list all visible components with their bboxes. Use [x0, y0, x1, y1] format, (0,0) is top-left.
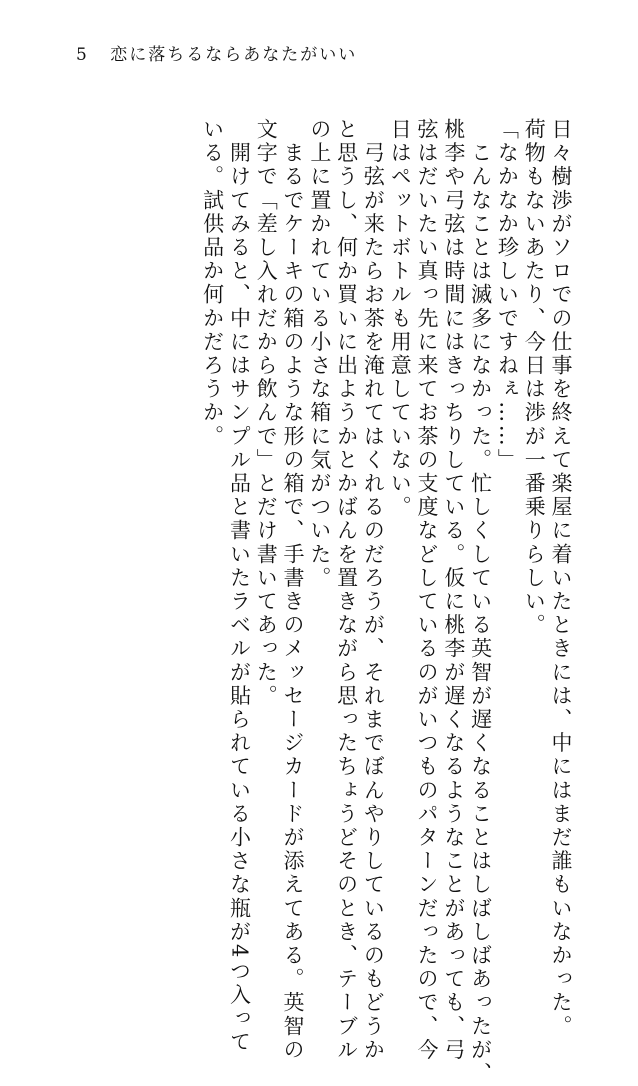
text-line: と思うし、何か買いに出ようかとかばんを置きながら思ったちょうどそのとき、テーブル	[334, 118, 359, 1062]
text-line: いる。試供品か何かだろうか。	[200, 118, 225, 449]
text-line: 開けてみると、中にはサンプル品と書いたラベルが貼られている小さな瓶が4つ入って	[227, 118, 252, 1055]
vertical-body-text	[199, 118, 574, 1086]
text-line: 「なかなか珍しいですねぇ……」	[495, 118, 520, 472]
text-line: 荷物もないあたり、今日は渉が一番乗りらしい。	[522, 118, 547, 638]
page-number: 5	[76, 45, 89, 65]
text-line: 日はペットボトルも用意していない。	[388, 118, 413, 520]
text-line: の上に置かれている小さな箱に気がついた。	[307, 118, 332, 590]
text-line: 弓弦が来たらお茶を淹れてはくれるのだろうが、それまでぼんやりしているのもどうか	[361, 118, 386, 1062]
running-title: 恋に落ちるならあなたがいい	[110, 45, 358, 65]
text-line: 弦はだいたい真っ先に来てお茶の支度などしているのがいつものパターンだったので、今	[415, 118, 440, 1062]
running-header	[76, 40, 357, 65]
text-line: 日々樹渉がソロでの仕事を終えて楽屋に着いたときには、中にはまだ誰もいなかった。	[549, 118, 573, 1039]
text-line: まるでケーキの箱のような形の箱で、手書きのメッセージカードが添えてある。英智の	[281, 118, 306, 1062]
text-line: こんなことは滅多になかった。忙しくしている英智が遅くなることはしばしばあったが、	[468, 118, 493, 1086]
text-line: 桃李や弓弦は時間にはきっちりしている。仮に桃李が遅くなるようなことがあっても、弓	[441, 118, 466, 1062]
text-line: 文字で「差し入れだから飲んで」とだけ書いてあった。	[254, 118, 279, 708]
